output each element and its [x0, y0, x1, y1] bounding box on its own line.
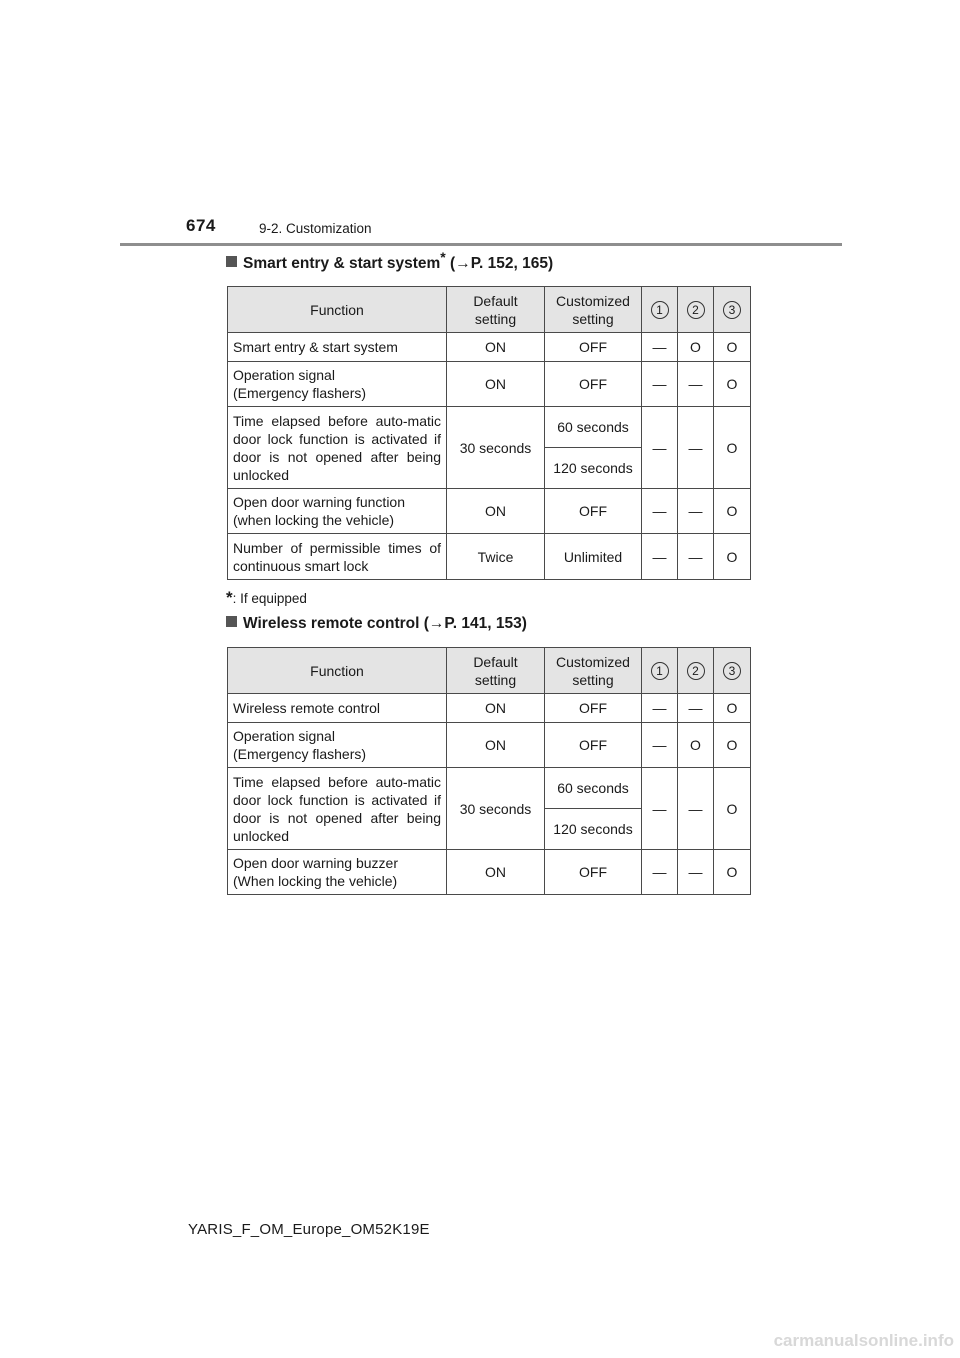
customized-cell: OFF — [545, 850, 642, 895]
header-divider — [120, 243, 842, 246]
customized-cell: 120 seconds — [545, 809, 642, 850]
customized-cell: Unlimited — [545, 534, 642, 580]
default-cell: 30 seconds — [447, 768, 545, 850]
function-header: Function — [228, 287, 447, 333]
default-cell: Twice — [447, 534, 545, 580]
column-2-header — [678, 287, 714, 333]
col2-cell: — — [678, 768, 714, 850]
col3-cell: O — [714, 694, 751, 723]
col3-cell: O — [714, 850, 751, 895]
col3-cell: O — [714, 362, 751, 407]
col3-cell: O — [714, 768, 751, 850]
square-bullet-icon — [226, 616, 237, 627]
col1-cell: — — [642, 534, 678, 580]
page-number: 674 — [186, 216, 216, 235]
customized-setting-header: Customized setting — [545, 648, 642, 694]
customized-cell: OFF — [545, 723, 642, 768]
wireless-table — [227, 647, 751, 895]
footnote — [226, 588, 307, 608]
smart-entry-heading — [226, 248, 554, 273]
customized-cell: 60 seconds — [545, 407, 642, 448]
square-bullet-icon — [226, 256, 237, 267]
column-1-header — [642, 648, 678, 694]
circled-three-icon: 3 — [723, 301, 741, 319]
function-cell: Smart entry & start system — [228, 333, 447, 362]
col2-cell: — — [678, 407, 714, 489]
table-row — [228, 850, 751, 895]
col2-cell: O — [678, 723, 714, 768]
customized-setting-header: Customized setting — [545, 287, 642, 333]
default-cell: ON — [447, 362, 545, 407]
default-setting-header: Default setting — [447, 287, 545, 333]
table-row — [228, 333, 751, 362]
table-row — [228, 362, 751, 407]
col2-cell: — — [678, 362, 714, 407]
footnote-text: : If equipped — [232, 591, 307, 606]
section-title: 9-2. Customization — [259, 221, 372, 236]
equipped-asterisk: * — [440, 248, 446, 265]
circled-two-icon: 2 — [687, 301, 705, 319]
function-cell: Open door warning buzzer (When locking the vehicle) — [228, 850, 447, 895]
col1-cell: — — [642, 694, 678, 723]
default-cell: ON — [447, 489, 545, 534]
column-2-header — [678, 648, 714, 694]
circled-one-icon: 1 — [651, 301, 669, 319]
col2-cell: — — [678, 850, 714, 895]
customized-cell: OFF — [545, 333, 642, 362]
smart-entry-page-ref[interactable]: (→P. 152, 165) — [450, 255, 554, 272]
col1-cell: — — [642, 333, 678, 362]
table-row — [228, 407, 751, 448]
col1-cell: — — [642, 489, 678, 534]
col3-cell: O — [714, 723, 751, 768]
table-row — [228, 489, 751, 534]
circled-one-icon: 1 — [651, 662, 669, 680]
default-cell: ON — [447, 694, 545, 723]
function-cell: Number of permissible times of continuous smart lock — [228, 534, 447, 580]
col1-cell: — — [642, 723, 678, 768]
footer-document-code: YARIS_F_OM_Europe_OM52K19E — [188, 1221, 430, 1238]
table-header-row — [228, 648, 751, 694]
col3-cell: O — [714, 489, 751, 534]
customized-cell: 120 seconds — [545, 448, 642, 489]
col1-cell: — — [642, 768, 678, 850]
table-row — [228, 768, 751, 809]
col3-cell: O — [714, 534, 751, 580]
default-cell: ON — [447, 723, 545, 768]
table-row — [228, 534, 751, 580]
default-setting-header: Default setting — [447, 648, 545, 694]
footnote-asterisk: * — [226, 588, 233, 607]
wireless-page-ref[interactable]: (→P. 141, 153) — [423, 615, 527, 632]
column-3-header — [714, 287, 751, 333]
customized-cell: OFF — [545, 362, 642, 407]
function-cell: Wireless remote control — [228, 694, 447, 723]
col1-cell: — — [642, 407, 678, 489]
smart-entry-heading-text: Smart entry & start system — [243, 255, 441, 272]
table-row — [228, 694, 751, 723]
col2-cell: — — [678, 694, 714, 723]
function-header: Function — [228, 648, 447, 694]
default-cell: 30 seconds — [447, 407, 545, 489]
customized-cell: OFF — [545, 694, 642, 723]
default-cell: ON — [447, 333, 545, 362]
customized-cell: 60 seconds — [545, 768, 642, 809]
circled-two-icon: 2 — [687, 662, 705, 680]
col1-cell: — — [642, 362, 678, 407]
col3-cell: O — [714, 407, 751, 489]
col2-cell: — — [678, 489, 714, 534]
col2-cell: — — [678, 534, 714, 580]
col2-cell: O — [678, 333, 714, 362]
col3-cell: O — [714, 333, 751, 362]
table-header-row — [228, 287, 751, 333]
col1-cell: — — [642, 850, 678, 895]
smart-entry-table — [227, 286, 751, 580]
function-cell: Operation signal (Emergency flashers) — [228, 362, 447, 407]
default-cell: ON — [447, 850, 545, 895]
watermark: carmanualsonline.info — [773, 1331, 954, 1350]
function-cell: Open door warning function (when locking the vehicle) — [228, 489, 447, 534]
function-cell: Operation signal (Emergency flashers) — [228, 723, 447, 768]
customized-cell: OFF — [545, 489, 642, 534]
wireless-heading — [226, 615, 527, 633]
function-cell: Time elapsed before auto-matic door lock function is activated if door is not opened after being unlocked — [228, 407, 447, 489]
table-row — [228, 723, 751, 768]
column-1-header — [642, 287, 678, 333]
circled-three-icon: 3 — [723, 662, 741, 680]
function-cell: Time elapsed before auto-matic door lock function is activated if door is not opened after being unlocked — [228, 768, 447, 850]
column-3-header — [714, 648, 751, 694]
wireless-heading-text: Wireless remote control — [243, 615, 420, 632]
